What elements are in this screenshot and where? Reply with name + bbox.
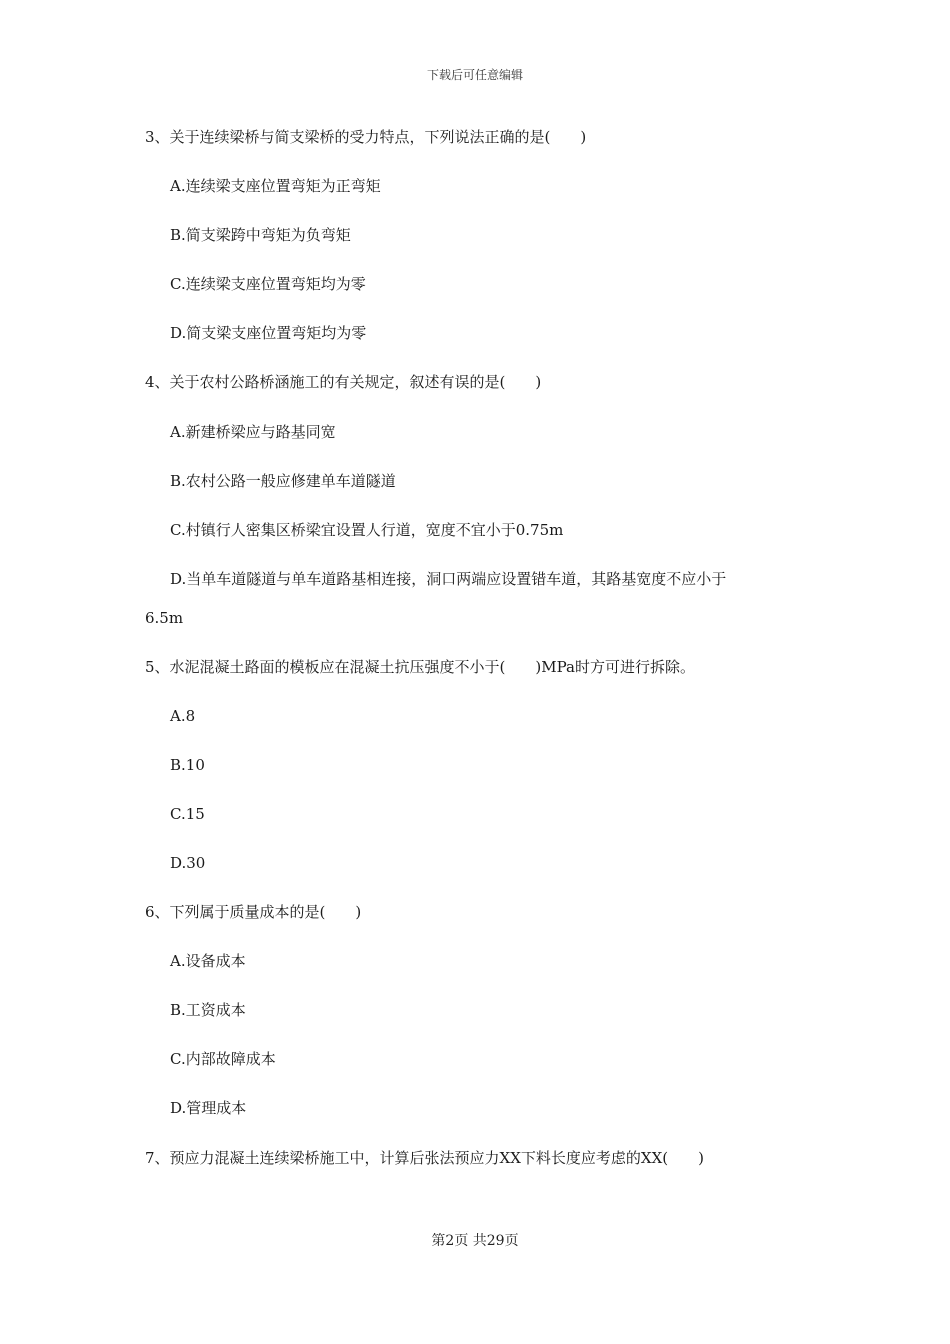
question-6-option-a: A.设备成本 bbox=[170, 952, 246, 970]
question-4-option-a: A.新建桥梁应与路基同宽 bbox=[170, 423, 336, 441]
question-6-option-d: D.管理成本 bbox=[170, 1099, 247, 1117]
page-header: 下载后可任意编辑 bbox=[426, 68, 523, 82]
question-5-option-c: C.15 bbox=[170, 805, 205, 823]
question-5-option-b: B.10 bbox=[170, 756, 205, 774]
question-5-stem: 5、水泥混凝土路面的模板应在混凝土抗压强度不小于( )MPa时方可进行拆除。 bbox=[145, 658, 695, 676]
question-6-option-c: C.内部故障成本 bbox=[170, 1050, 276, 1068]
question-4-option-b: B.农村公路一般应修建单车道隧道 bbox=[170, 472, 396, 490]
question-7-stem: 7、预应力混凝土连续梁桥施工中，计算后张法预应力XX下料长度应考虑的XX( ) bbox=[145, 1149, 704, 1167]
question-4-option-c: C.村镇行人密集区桥梁宜设置人行道，宽度不宜小于0.75m bbox=[170, 521, 564, 539]
question-3-option-d: D.简支梁支座位置弯矩均为零 bbox=[170, 324, 367, 342]
question-4-option-d: D.当单车道隧道与单车道路基相连接，洞口两端应设置错车道，其路基宽度不应小于 bbox=[170, 570, 727, 588]
question-3-stem: 3、关于连续梁桥与简支梁桥的受力特点，下列说法正确的是( ) bbox=[145, 128, 587, 146]
question-3-option-a: A.连续梁支座位置弯矩为正弯矩 bbox=[170, 177, 381, 195]
question-6-option-b: B.工资成本 bbox=[170, 1001, 246, 1019]
page-footer: 第2页 共29页 bbox=[431, 1233, 519, 1249]
question-3-option-b: B.简支梁跨中弯矩为负弯矩 bbox=[170, 226, 351, 244]
question-3-option-c: C.连续梁支座位置弯矩均为零 bbox=[170, 275, 366, 293]
question-4-stem: 4、关于农村公路桥涵施工的有关规定，叙述有误的是( ) bbox=[145, 373, 542, 391]
question-6-stem: 6、下列属于质量成本的是( ) bbox=[145, 903, 362, 921]
question-4-option-d-continuation: 6.5m bbox=[145, 609, 184, 627]
question-5-option-a: A.8 bbox=[170, 707, 196, 725]
question-5-option-d: D.30 bbox=[170, 854, 206, 872]
